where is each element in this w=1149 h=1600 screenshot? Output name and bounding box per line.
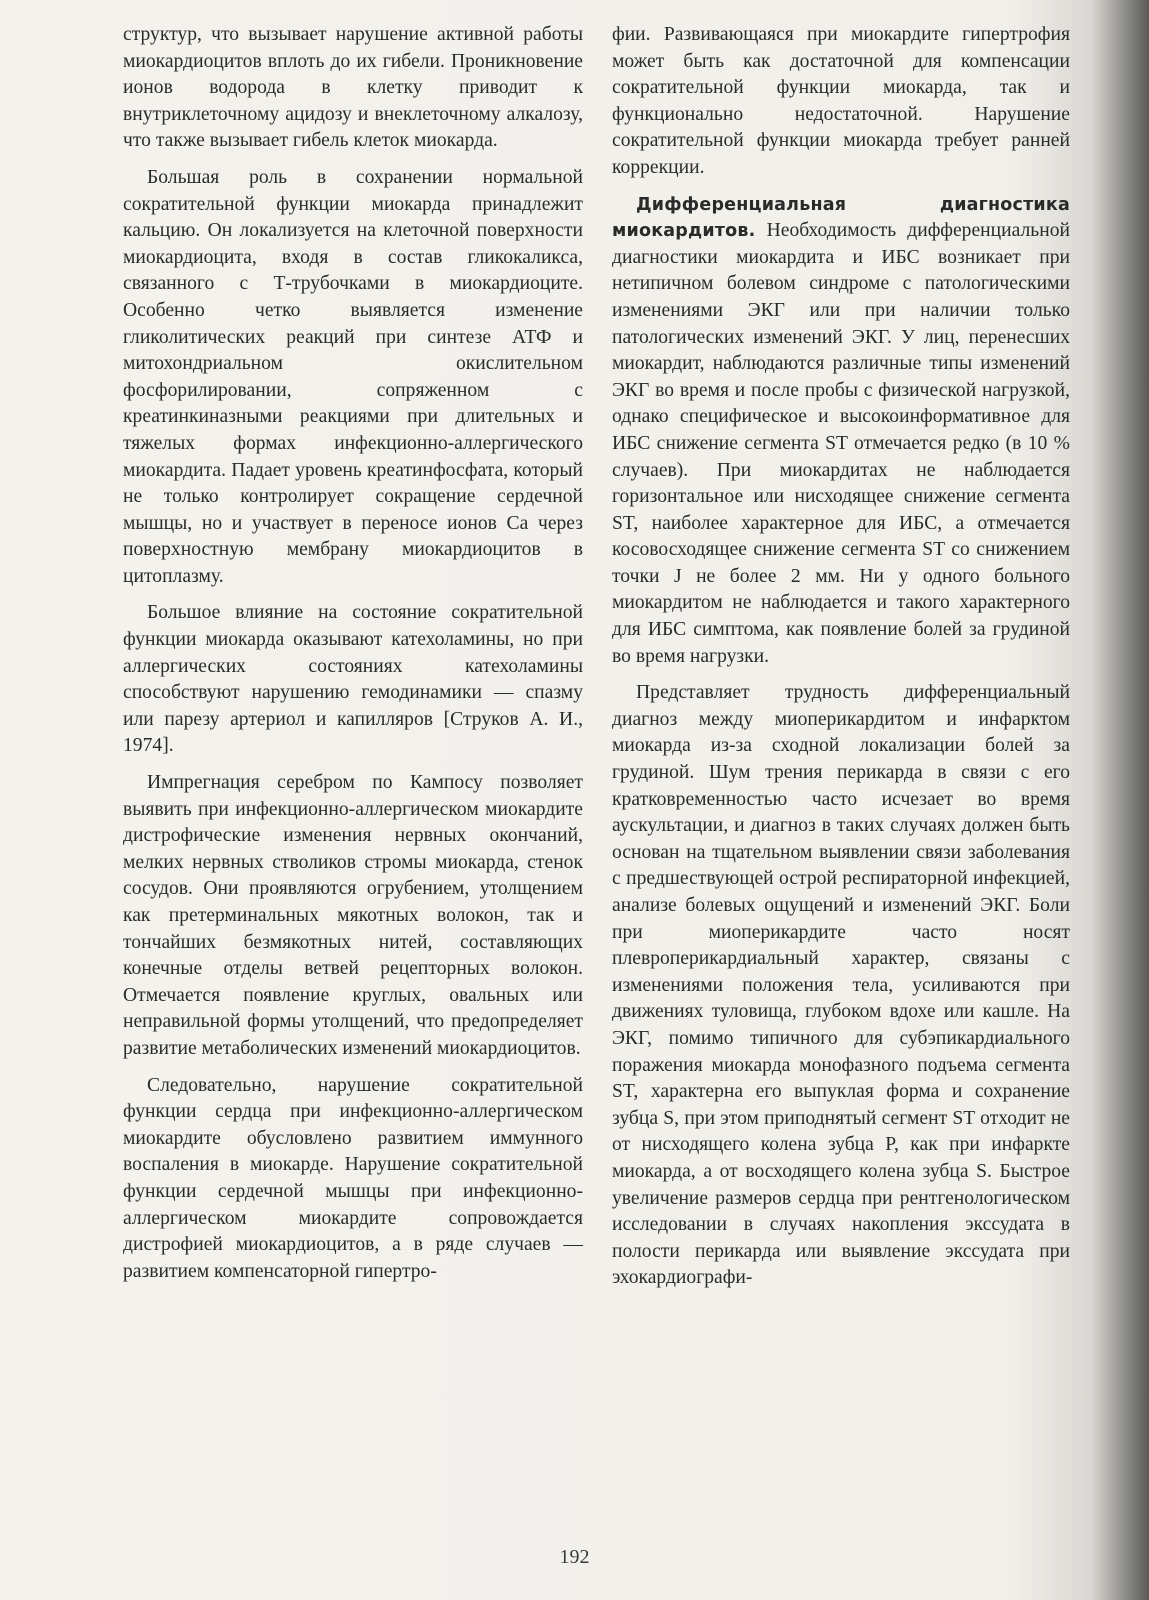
paragraph: Представляет трудность дифференциальный диагноз между миоперикардитом и инфарктом миокарда из-за сходной локализации болей за грудиной. Шум трения перикарда в связи с его кратковременностью часто исчезает во время аускультации, и диагноз в таких случаях должен быть основан на тщательном выявлении связи заболевания с предшествующей острой респираторной инфекцией, анализе болевых ощущений и изменений ЭКГ. Боли при миоперикардите часто носят плевроперикардиальный характер, связаны с изменениями положения тела, усиливаются при движениях туловища, глубоком вдохе или кашле. На ЭКГ, помимо типичного для субэпикардиального поражения миокарда монофазного подъема сегмента ST, характерна его выпуклая форма и сохранение зубца S, при этом приподнятый сегмент ST отходит не от нисходящего колена зубца P, как при инфаркте миокарда, а от восходящего колена зубца S. Быстрое увеличение размеров сердца при рентгенологическом исследовании в случаях накопления экссудата в полости перикарда или выявление экссудата при эхокардиографи- [612,682,1070,1289]
paragraph: структур, что вызывает нарушение активной работы миокардиоцитов вплоть до их гибели. Проникновение ионов водорода в клетку приводит к внутриклеточному ацидозу и внеклеточному алкалозу, что также вызывает гибель клеток миокарда. [123,24,583,152]
section-heading: Дифференциальная диагностика миокардитов. [612,194,1070,242]
left-column [123,22,583,1285]
paragraph: Импрегнация серебром по Кампосу позволяет выявить при инфекционно-аллергическом миокардите дистрофические изменения нервных окончаний, мелких нервных стволиков стромы миокарда, стенок сосудов. Они проявляются огрубением, утолщением как претерминальных мякотных волокон, так и тончайших безмякотных нитей, составляющих конечные отделы ветвей рецепторных волокон. Отмечается появление круглых, овальных или неправильной формы утолщений, что предопределяет развитие метаболических изменений миокардиоцитов. [123,772,583,1059]
page-number: 192 [559,1546,590,1568]
paragraph: фии. Развивающаяся при миокардите гипертрофия может быть как достаточной для компенсации сократительной функции миокарда, так и функционально недостаточной. Нарушение сократительной функции миокарда требует ранней коррекции. [612,24,1070,178]
paragraph: Большая роль в сохранении нормальной сократительной функции миокарда принадлежит кальцию. Он локализуется на клеточной поверхности миокардиоцита, входя в состав гликокаликса, связанного с Т-трубочками в миокардиоците. Особенно четко выявляется изменение гликолитических реакций при синтезе АТФ и митохондриальном окислительном фосфорилировании, сопряженном с креатинкиназными реакциями при длительных и тяжелых формах инфекционно-аллергического миокардита. Падает уровень креатинфосфата, который не только контролирует сокращение сердечной мышцы, но и участвует в переносе ионов Са через поверхностную мембрану миокардиоцитов в цитоплазму. [123,166,583,587]
right-column [612,22,1070,1292]
paragraph-with-heading [612,192,1070,671]
paragraph: Большое влияние на состояние сократительной функции миокарда оказывают катехоламины, но при аллергических состояниях катехоламины способствуют нарушению гемодинамики — спазму или парезу артериол и капилляров [Струков А. И., 1974]. [123,602,583,757]
paragraph: Следовательно, нарушение сократительной функции сердца при инфекционно-аллергическом миокардите обусловлено развитием иммунного воспаления в миокарде. Нарушение сократительной функции сердечной мышцы при инфекционно-аллергическом миокардите сопровождается дистрофией миокардиоцитов, а в ряде случаев — развитием компенсаторной гипертро- [123,1074,583,1282]
paragraph-text: Необходимость дифференциальной диагностики миокардита и ИБС возникает при нетипичном болевом синдроме с патологическими изменениями ЭКГ или при наличии только патологических изменений ЭКГ. У лиц, перенесших миокардит, наблюдаются различные типы изменений ЭКГ во время и после пробы с физической нагрузкой, однако специфическое и высокоинформативное для ИБС снижение сегмента ST отмечается редко (в 10 % случаев). При миокардитах не наблюдается горизонтальное или нисходящее снижение сегмента ST, наиболее характерное для ИБС, а отмечается косовосходящее снижение сегмента ST со снижением точки J не более 2 мм. Ни у одного больного миокардитом не наблюдается и такого характерного для ИБС симптома, как появление болей за грудиной во время нагрузки. [612,220,1070,667]
